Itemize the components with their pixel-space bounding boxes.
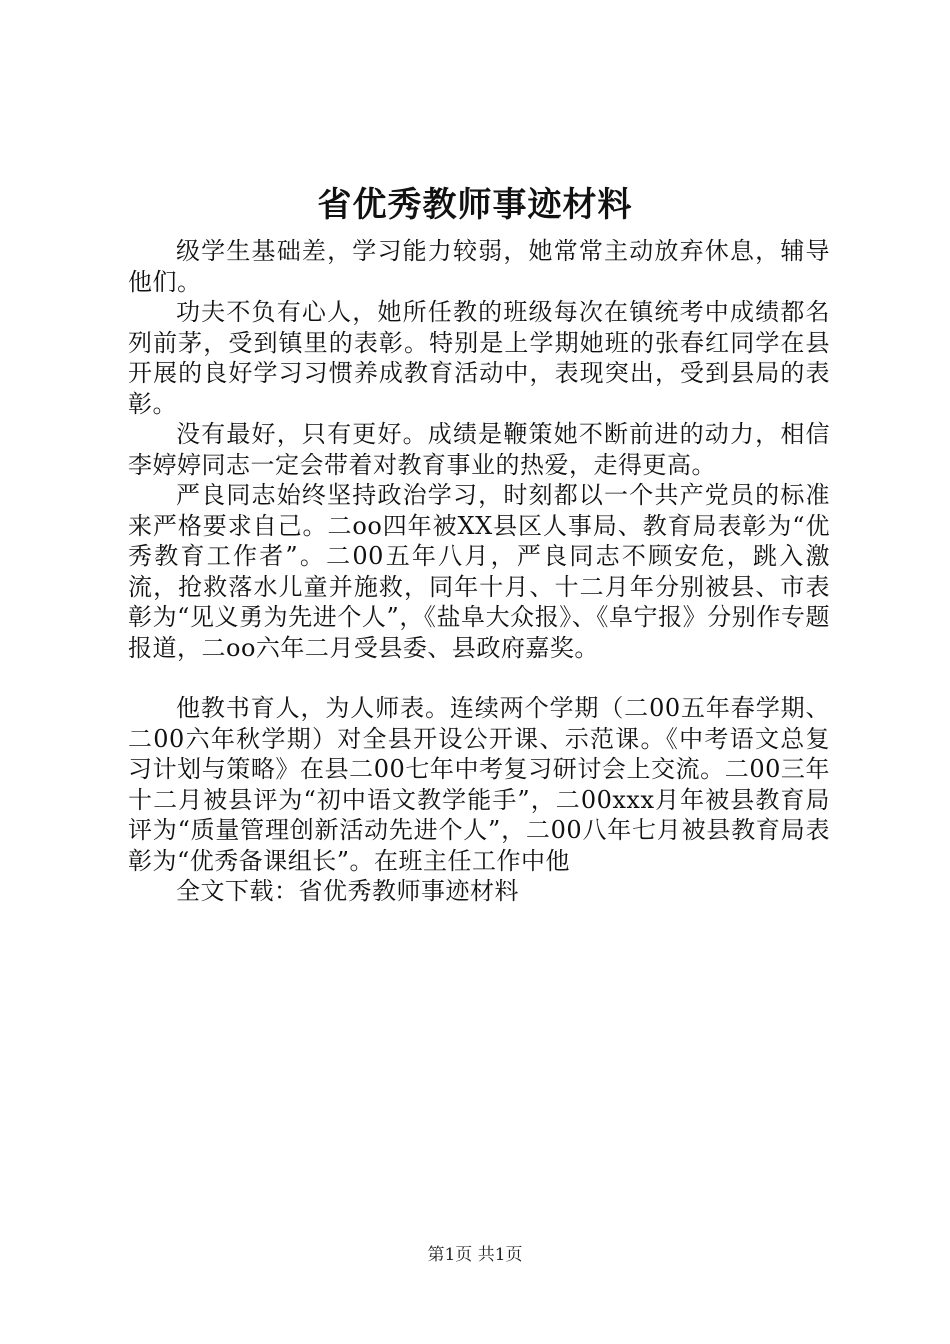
- paragraph: 他教书育人，为人师表。连续两个学期（二00五年春学期、二00六年秋学期）对全县开设公开课、示范课。《中考语文总复习计划与策略》在县二00七年中考复习研讨会上交流。二00三年十二月被县评为“初中语文教学能手”，二00xxx月年被县教育局评为“质量管理创新活动先进个人”，二00八年七月被县教育局表彰为“优秀备课组长”。在班主任工作中他: [128, 694, 830, 875]
- paragraph: 功夫不负有心人，她所任教的班级每次在镇统考中成绩都名列前茅，受到镇里的表彰。特别是上学期她班的张春红同学在县开展的良好学习习惯养成教育活动中，表现突出，受到县局的表彰。: [128, 298, 830, 418]
- download-link[interactable]: 全文下载：省优秀教师事迹材料: [176, 877, 519, 905]
- paragraph: 级学生基础差，学习能力较弱，她常常主动放弃休息，辅导他们。: [128, 237, 830, 296]
- document-title: 省优秀教师事迹材料: [317, 185, 633, 225]
- page-footer: 第1页 共1页: [427, 1245, 523, 1265]
- paragraph: 严良同志始终坚持政治学习，时刻都以一个共产党员的标准来严格要求自己。二oo四年被XX县区人事局、教育局表彰为“优秀教育工作者”。二00五年八月，严良同志不顾安危，跳入激流，抢救落水儿童并施救，同年十月、十二月年分别被县、市表彰为“见义勇为先进个人”，《盐阜大众报》、《阜宁报》分别作专题报道，二oo六年二月受县委、县政府嘉奖。: [128, 481, 830, 662]
- paragraph: 没有最好，只有更好。成绩是鞭策她不断前进的动力，相信李婷婷同志一定会带着对教育事业的热爱，走得更高。: [128, 420, 830, 479]
- document-body: [128, 236, 830, 907]
